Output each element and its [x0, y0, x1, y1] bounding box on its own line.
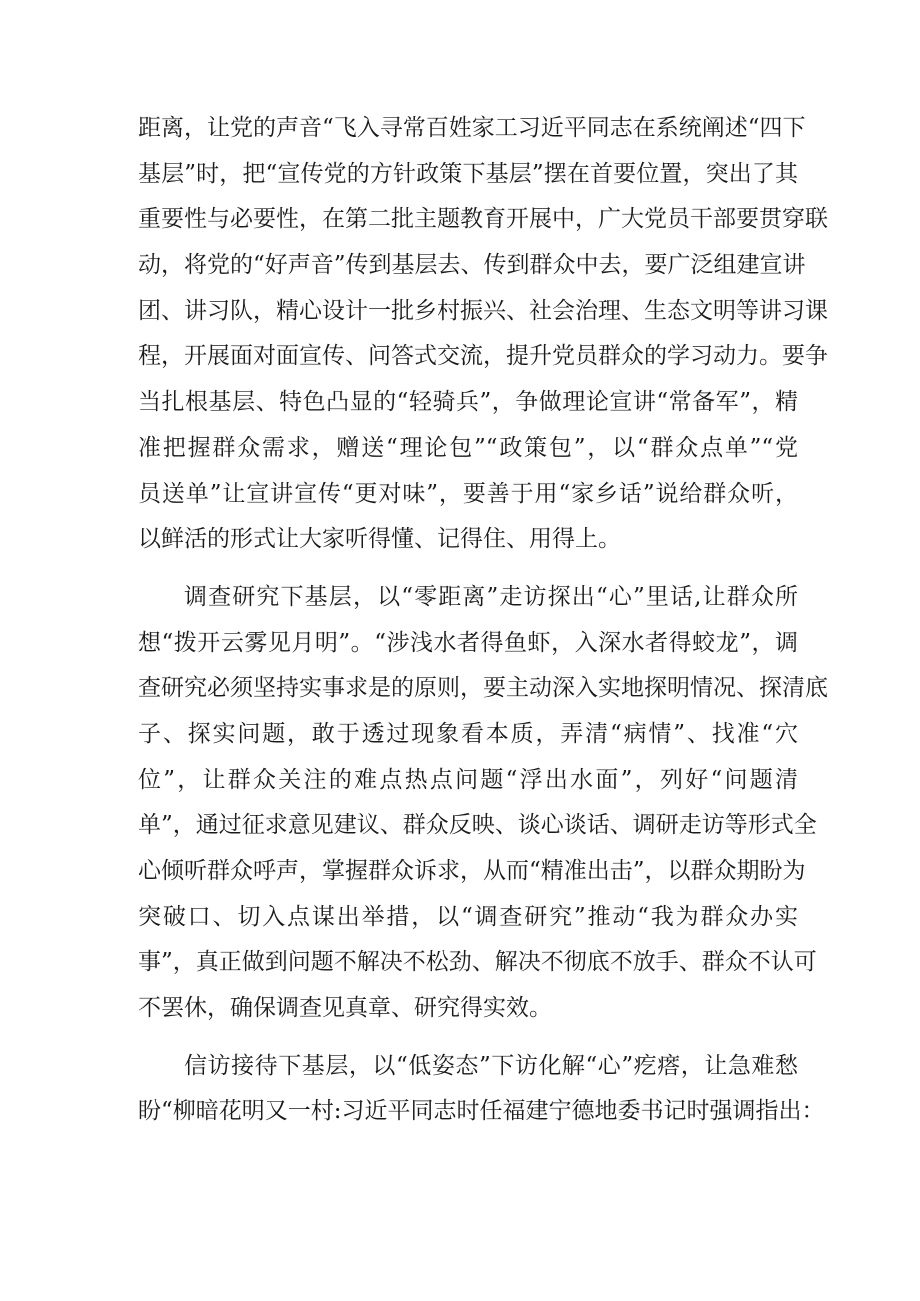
paragraph-line: 查研究必须坚持实事求是的原则，要主动深入实地探明情况、探清底	[138, 675, 828, 702]
paragraph-line: 调查研究下基层，以“零距离”走访探出“心”里话,让群众所	[184, 583, 798, 610]
paragraph-line: 重要性与必要性，在第二批主题教育开展中，广大党员干部要贯穿联	[138, 206, 828, 233]
paragraph-spacer	[138, 563, 798, 575]
paragraph-line: 员送单”让宣讲宣传“更对味”，要善于用“家乡话”说给群众听，	[138, 480, 798, 507]
paragraph-line: 以鲜活的形式让大家听得懂、记得住、用得上。	[138, 526, 621, 553]
paragraph-line: 突破口、切入点谋出举措，以“调查研究”推动“我为群众办实	[138, 903, 798, 930]
paragraph-spacer	[138, 1032, 798, 1044]
paragraph-line: 心倾听群众呼声，掌握群众诉求，从而“精准出击”，以群众期盼为	[138, 858, 806, 884]
paragraph-2	[138, 575, 828, 1032]
paragraph-line: 不罢休，确保调查见真章、研究得实效。	[138, 995, 552, 1022]
paragraph-1	[138, 106, 828, 563]
paragraph-3	[138, 1044, 825, 1135]
paragraph-line: 准把握群众需求，赠送“理论包”“政策包”，以“群众点单”“党	[138, 434, 798, 461]
paragraph-line: 子、探实问题，敢于透过现象看本质，弄清“病情”、找准“穴	[138, 720, 798, 747]
paragraph-line: 程，开展面对面宣传、问答式交流，提升党员群众的学习动力。要争	[138, 343, 828, 370]
paragraph-line: 动，将党的“好声音”传到基层去、传到群众中去，要广泛组建宣讲	[138, 252, 806, 279]
paragraph-line: 想“拨开云雾见月明”。“涉浅水者得鱼虾，入深水者得蛟龙”，调	[138, 629, 798, 656]
paragraph-line: 基层”时，把“宣传党的方针政策下基层”摆在首要位置，突出了其	[138, 160, 798, 187]
paragraph-line: 距离，让党的声音“飞入寻常百姓家工习近平同志在系统阐述“四下	[138, 115, 806, 141]
paragraph-line: 事”，真正做到问题不解决不松劲、解决不彻底不放手、群众不认可	[138, 949, 817, 976]
paragraph-line: 当扎根基层、特色凸显的“轻骑兵”，争做理论宣讲“常备军”，精	[138, 389, 798, 416]
document-body	[138, 106, 828, 1135]
paragraph-line: 信访接待下基层，以“低姿态”下访化解“心”疙瘩，让急难愁	[184, 1052, 798, 1079]
paragraph-line: 盼“柳暗花明又一村:习近平同志时任福建宁德地委书记时强调指出：	[138, 1098, 825, 1125]
paragraph-line: 单”，通过征求意见建议、群众反映、谈心谈话、调研走访等形式全	[138, 812, 817, 839]
paragraph-line: 团、讲习队，精心设计一批乡村振兴、社会治理、生态文明等讲习课	[138, 297, 828, 324]
paragraph-line: 位”，让群众关注的难点热点问题“浮出水面”，列好“问题清	[138, 766, 798, 793]
